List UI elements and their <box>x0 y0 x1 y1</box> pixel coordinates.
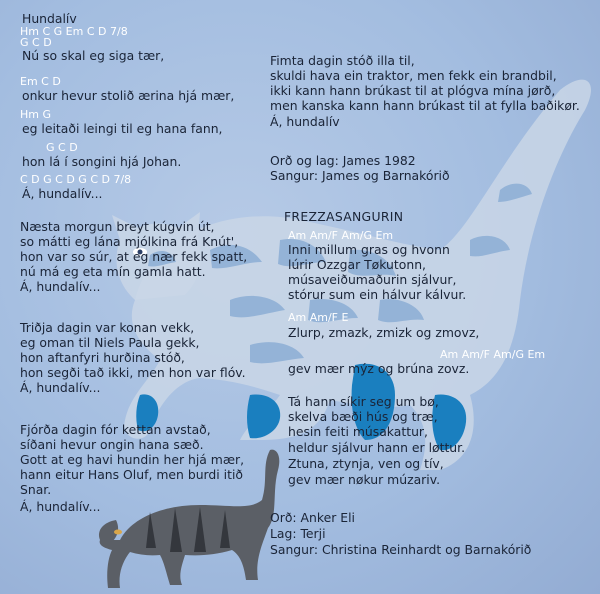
song1-title: Hundalív <box>22 11 77 26</box>
chorus-line: Á, hundalív... <box>20 380 101 395</box>
chord-line: Am Am/F Am/G Em <box>288 229 394 242</box>
lyric-line: lúrir Ozzgar Tøkutonn, <box>288 257 426 272</box>
song2-title: FREZZASANGURIN <box>284 209 404 224</box>
lyric-line: gev mær nøkur múzariv. <box>288 472 441 487</box>
lyric-line: Snar. <box>20 482 52 497</box>
lyric-line: onkur hevur stolið ærina hjá mær, <box>22 88 235 103</box>
lyric-line: men kanska kann hann brúkast til at fylla baðikør. <box>270 98 580 113</box>
credit-line: Orð: Anker Eli <box>270 510 355 525</box>
lyric-line: hon segði tað ikki, men hon var flóv. <box>20 365 246 380</box>
lyric-line: gev mær mýz og brúna zovz. <box>288 361 470 376</box>
lyric-line: Ztuna, ztynja, ven og tív, <box>288 456 444 471</box>
credit-line: Sangur: James og Barnakórið <box>270 168 450 183</box>
lyric-line: hon var so súr, at eg nær fekk spatt, <box>20 249 248 264</box>
lyric-line: Fimta dagin stóð illa til, <box>270 53 415 68</box>
lyric-line: hesin feiti músakattur, <box>288 424 428 439</box>
chord-line: Am Am/F E <box>288 311 349 324</box>
lyric-line: ikki kann hann brúkast til at plógva mína jørð, <box>270 83 556 98</box>
lyric-line: skelva bæði hús og træ, <box>288 409 438 424</box>
lyric-line: Triðja dagin var konan vekk, <box>20 320 195 335</box>
credit-line: Lag: Terji <box>270 526 326 541</box>
credit-line: Orð og lag: James 1982 <box>270 153 416 168</box>
chorus-line: Á, hundalív... <box>20 499 101 514</box>
lyric-line: Tá hann síkir seg um bø, <box>288 394 439 409</box>
lyric-line: skuldi hava ein traktor, men fekk ein brandbil, <box>270 68 557 83</box>
chord-line: G C D <box>46 141 78 154</box>
small-cat-eye <box>114 530 122 535</box>
lyric-line: so mátti eg lána mjólkina frá Knút', <box>20 234 239 249</box>
lyric-line: Fjórða dagin fór kettan avstað, <box>20 422 211 437</box>
lyric-line: músaveiðumaðurin sjálvur, <box>288 272 457 287</box>
lyric-line: eg oman til Niels Paula gekk, <box>20 335 200 350</box>
chord-line: G C D <box>20 36 52 49</box>
lyric-line: Zlurp, zmazk, zmizk og zmovz, <box>288 325 480 340</box>
lyric-line: heldur sjálvur hann er løttur. <box>288 440 466 455</box>
lyric-line: Gott at eg havi hundin her hjá mær, <box>20 452 245 467</box>
credit-line: Sangur: Christina Reinhardt og Barnakórið <box>270 542 532 557</box>
chord-line: Am Am/F Am/G Em <box>440 348 546 361</box>
lyric-line: stórur sum ein hálvur kálvur. <box>288 287 467 302</box>
chord-line: C D G C D G C D 7/8 <box>20 173 132 186</box>
lyric-line: Næsta morgun breyt kúgvin út, <box>20 219 215 234</box>
chord-line: Em C D <box>20 75 61 88</box>
lyric-line: nú má eg eta mín gamla hatt. <box>20 264 206 279</box>
lyric-line: hon aftanfyri hurðina stóð, <box>20 350 185 365</box>
lyric-line: Nú so skal eg siga tær, <box>22 48 165 63</box>
lyric-line: hon lá í songini hjá Johan. <box>22 154 182 169</box>
lyric-line: síðani hevur ongin hana sæð. <box>20 437 204 452</box>
chorus-line: Á, hundalív... <box>20 279 101 294</box>
lyric-line: eg leitaði leingi til eg hana fann, <box>22 121 223 136</box>
lyric-line: hann eitur Hans Oluf, men burdi itið <box>20 467 243 482</box>
chord-line: Hm G <box>20 108 52 121</box>
chorus-line: Á, hundalív... <box>22 186 103 201</box>
chorus-line: Á, hundalív <box>270 114 340 129</box>
chord-line: Hm C G Em C D 7/8 <box>20 25 128 38</box>
lyric-line: Inni millum gras og hvonn <box>288 242 450 257</box>
